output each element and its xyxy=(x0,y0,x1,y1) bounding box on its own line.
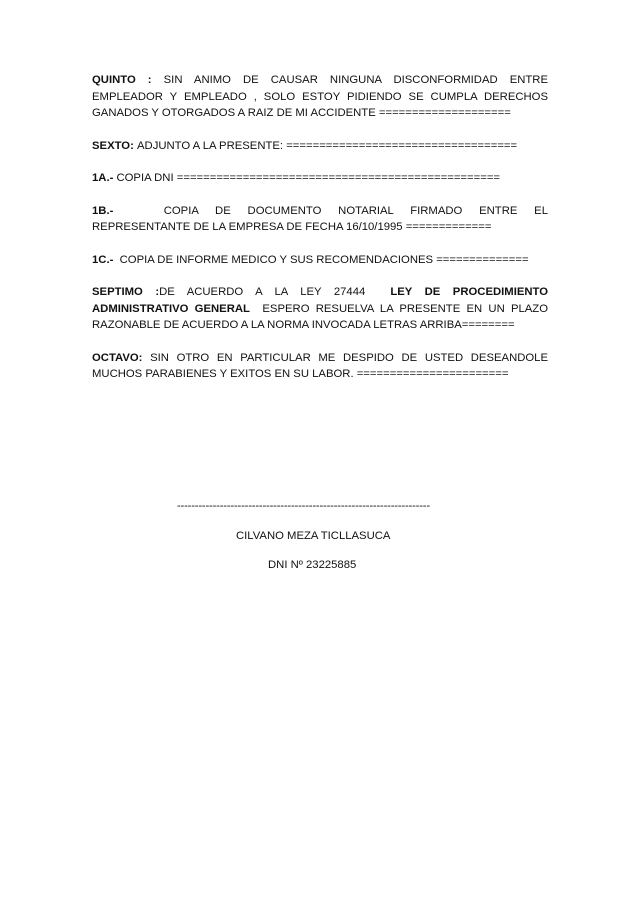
signer-name: CILVANO MEZA TICLLASUCA xyxy=(236,530,391,542)
signer-dni: DNI Nº 23225885 xyxy=(268,559,357,571)
paragraph-line xyxy=(92,72,548,89)
paragraph-line: REPRESENTANTE DE LA EMPRESA DE FECHA 16/10/1995 ============= xyxy=(92,221,492,233)
law-name: ADMINISTRATIVO GENERAL xyxy=(92,302,250,315)
paragraph-line xyxy=(92,252,548,269)
section-label: 1C.- xyxy=(92,253,114,266)
paragraph-line xyxy=(92,350,548,367)
section-label: QUINTO : xyxy=(92,74,152,86)
paragraph-text: COPIA DNI ================================================= xyxy=(116,172,501,184)
paragraph-1b xyxy=(92,203,548,236)
paragraph-quinto xyxy=(92,72,548,122)
paragraph-line xyxy=(92,203,548,220)
paragraph-1c xyxy=(92,252,548,269)
paragraph-line xyxy=(92,138,548,155)
signature-line: ----------------------------------------------------------------------- xyxy=(177,500,430,512)
paragraph-septimo xyxy=(92,284,548,334)
paragraph-line xyxy=(92,170,548,187)
paragraph-text: ADJUNTO A LA PRESENTE: =================================== xyxy=(137,139,518,152)
paragraph-text: COPIA DE INFORME MEDICO Y SUS RECOMENDACIONES ============== xyxy=(119,253,529,266)
paragraph-text: SIN OTRO EN PARTICULAR ME DESPIDO DE USTED DESEANDOLE xyxy=(150,351,548,364)
paragraph-line: EMPLEADOR Y EMPLEADO , SOLO ESTOY PIDIENDO SE CUMPLA DERECHOS xyxy=(92,90,548,103)
section-label: SEPTIMO : xyxy=(92,286,160,298)
paragraph-sexto xyxy=(92,138,548,155)
paragraph-line: MUCHOS PARABIENES Y EXITOS EN SU LABOR. ======================= xyxy=(92,368,509,380)
paragraph-line: RAZONABLE DE ACUERDO A LA NORMA INVOCADA LETRAS ARRIBA======== xyxy=(92,319,515,331)
paragraph-text: SIN ANIMO DE CAUSAR NINGUNA DISCONFORMIDAD ENTRE xyxy=(163,74,548,86)
law-name: LEY DE PROCEDIMIENTO xyxy=(390,286,548,298)
section-label: SEXTO: xyxy=(92,139,134,152)
paragraph-text: ESPERO RESUELVA LA PRESENTE EN UN PLAZO xyxy=(262,302,548,315)
paragraph-line xyxy=(92,301,548,318)
paragraph-text: DE ACUERDO A LA LEY 27444 xyxy=(159,286,366,298)
paragraph-line xyxy=(92,284,548,301)
paragraph-octavo xyxy=(92,350,548,383)
paragraph-line: GANADOS Y OTORGADOS A RAIZ DE MI ACCIDENTE ==================== xyxy=(92,107,511,119)
section-label: OCTAVO: xyxy=(92,351,143,364)
paragraph-1a xyxy=(92,170,548,187)
section-label: 1A.- xyxy=(92,172,114,184)
section-label: 1B.- xyxy=(92,204,114,217)
letter-body xyxy=(92,72,548,399)
paragraph-text: COPIA DE DOCUMENTO NOTARIAL FIRMADO ENTRE EL xyxy=(163,204,548,217)
